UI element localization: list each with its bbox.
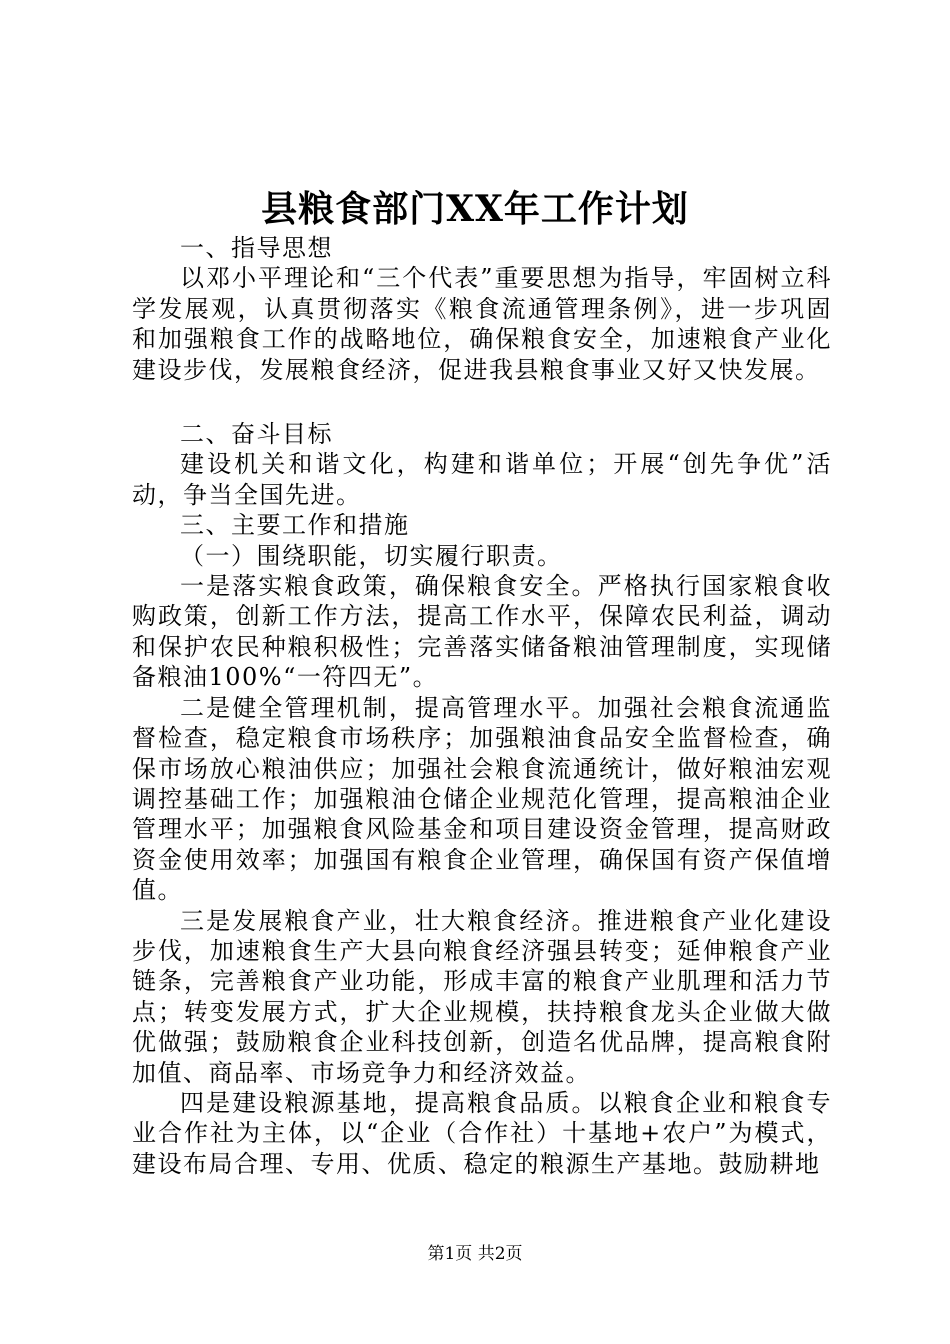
section-heading-goals: 二、奋斗目标 <box>180 420 333 449</box>
paragraph-grain-base: 四是建设粮源基地，提高粮食品质。以粮食企业和粮食专业合作社为主体，以“企业（合作社）十基地+农户”为模式，建设布局合理、专用、优质、稳定的粮源生产基地。鼓励耕地 <box>132 1088 832 1178</box>
paragraph-management: 二是健全管理机制，提高管理水平。加强社会粮食流通监督检查，稳定粮食市场秩序；加强粮油食品安全监督检查，确保市场放心粮油供应；加强社会粮食流通统计，做好粮油宏观调控基础工作；加强粮油仓储企业规范化管理，提高粮油企业管理水平；加强粮食风险基金和项目建设资金管理，提高财政资金使用效率；加强国有粮食企业管理，确保国有资产保值增值。 <box>132 693 832 905</box>
subsection-heading-functions: （一）围绕职能，切实履行职责。 <box>180 541 563 570</box>
section-heading-main-work: 三、主要工作和措施 <box>180 511 410 540</box>
paragraph-goals: 建设机关和谐文化，构建和谐单位；开展“创先争优”活动，争当全国先进。 <box>132 450 832 509</box>
paragraph-grain-policy: 一是落实粮食政策，确保粮食安全。严格执行国家粮食收购政策，创新工作方法，提高工作水平，保障农民利益，调动和保护农民种粮积极性；完善落实储备粮油管理制度，实现储备粮油100%“一符四无”。 <box>132 572 832 692</box>
section-heading-guiding-ideology: 一、指导思想 <box>180 234 333 262</box>
paragraph-grain-industry: 三是发展粮食产业，壮大粮食经济。推进粮食产业化建设步伐，加速粮食生产大县向粮食经济强县转变；延伸粮食产业链条，完善粮食产业功能，形成丰富的粮食产业肌理和活力节点；转变发展方式，扩大企业规模，扶持粮食龙头企业做大做优做强；鼓励粮食企业科技创新，创造名优品牌，提高粮食附加值、商品率、市场竞争力和经济效益。 <box>132 906 832 1087</box>
paragraph-guiding-ideology: 以邓小平理论和“三个代表”重要思想为指导，牢固树立科学发展观，认真贯彻落实《粮食流通管理条例》，进一步巩固和加强粮食工作的战略地位，确保粮食安全，加速粮食产业化建设步伐，发展粮食经济，促进我县粮食事业又好又快发展。 <box>132 264 832 384</box>
page-number-footer: 第1页 共2页 <box>427 1244 523 1264</box>
document-title: 县粮食部门XX年工作计划 <box>261 188 689 230</box>
document-body <box>132 233 832 1179</box>
